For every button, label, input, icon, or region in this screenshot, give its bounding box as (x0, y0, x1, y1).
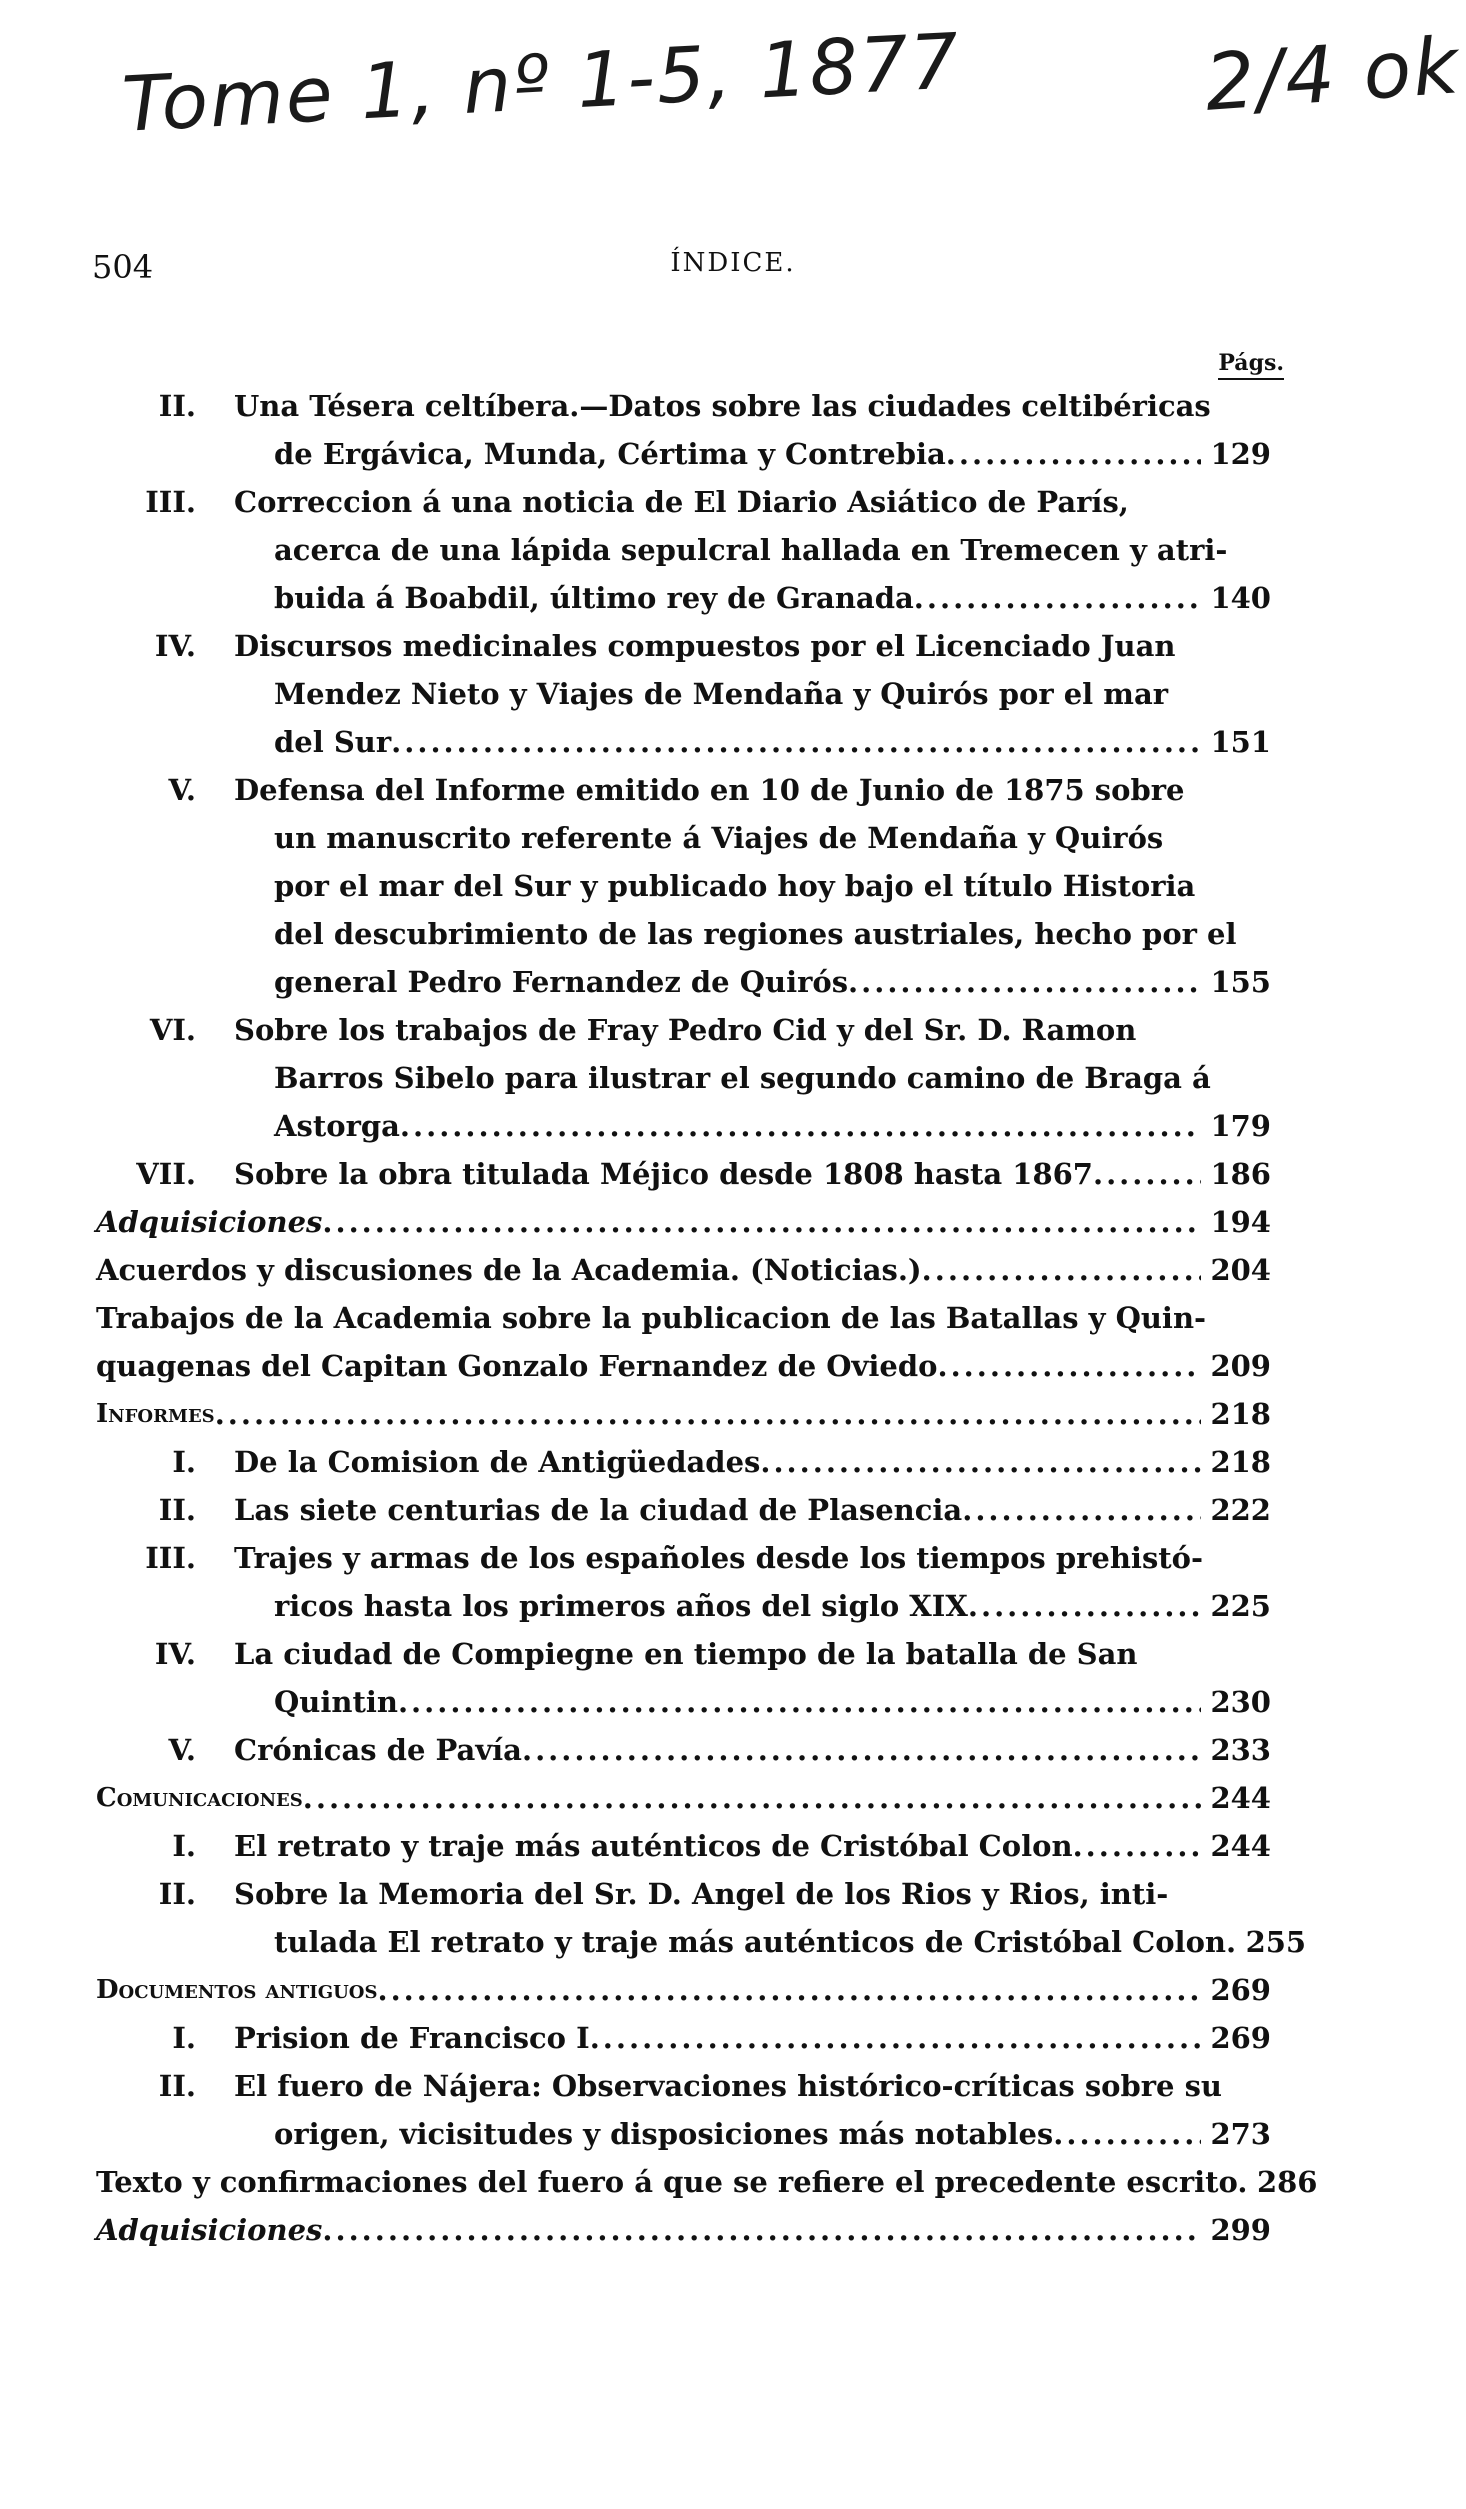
toc-line (96, 670, 1271, 718)
toc-line (96, 766, 1271, 814)
leader-dots (848, 958, 1201, 1006)
entry-number: V. (168, 773, 196, 807)
entry-text: Sobre la obra titulada Méjico desde 1808 hasta 1867 (234, 1157, 1093, 1191)
toc-line (96, 574, 1271, 622)
entry-text: La ciudad de Compiegne en tiempo de la batalla de San (234, 1637, 1138, 1671)
toc-line (96, 430, 1271, 478)
leader-dots (1073, 1822, 1201, 1870)
toc-line (96, 382, 1271, 430)
entry-text: quagenas del Capitan Gonzalo Fernandez de Oviedo (96, 1349, 938, 1383)
toc-line (96, 958, 1271, 1006)
entry-text: Quintin (274, 1685, 398, 1719)
entry-number: II. (158, 1493, 196, 1527)
entry-text: acerca de una lápida sepulcral hallada en Tremecen y atri- (274, 533, 1228, 567)
toc-line (96, 1054, 1271, 1102)
toc-line (96, 2014, 1271, 2062)
entry-number: V. (168, 1733, 196, 1767)
leader-dots (322, 1198, 1201, 1246)
leader-dots (398, 1678, 1201, 1726)
toc-line (96, 2062, 1271, 2110)
toc-line (96, 1006, 1271, 1054)
toc-line (96, 1438, 1271, 1486)
entry-text: origen, vicisitudes y disposiciones más notables (274, 2117, 1054, 2151)
leader-dots (946, 430, 1201, 478)
entry-page: 269 (1210, 1973, 1271, 2007)
entry-text: un manuscrito referente á Viajes de Mendaña y Quirós (274, 821, 1164, 855)
pages-column-label: Págs. (1218, 350, 1284, 380)
entry-page: 179 (1210, 1109, 1271, 1143)
toc-line (96, 1198, 1271, 1246)
toc-line (96, 1342, 1271, 1390)
entry-number: IV. (154, 629, 196, 663)
leader-dots (1053, 2110, 1201, 2158)
entry-text: tulada El retrato y traje más auténticos de Cristóbal Colon. (274, 1925, 1237, 1959)
entry-page: 218 (1210, 1445, 1271, 1479)
entry-number: I. (172, 1445, 196, 1479)
entry-text: ricos hasta los primeros años del siglo XIX (274, 1589, 968, 1623)
entry-number: I. (172, 1829, 196, 1863)
leader-dots (914, 574, 1201, 622)
entry-text: por el mar del Sur y publicado hoy bajo el título Historia (274, 869, 1196, 903)
leader-dots (922, 1246, 1201, 1294)
entry-number: II. (158, 1877, 196, 1911)
entry-text: Trajes y armas de los españoles desde los tiempos prehistó- (234, 1541, 1204, 1575)
toc-line (96, 2158, 1318, 2206)
toc-line (96, 1534, 1271, 1582)
entry-text: Una Tésera celtíbera.—Datos sobre las ciudades celtibéricas (234, 389, 1211, 423)
leader-dots (322, 2206, 1201, 2254)
entry-text: general Pedro Fernandez de Quirós (274, 965, 849, 999)
entry-page: 273 (1210, 2117, 1271, 2151)
entry-text: Trabajos de la Academia sobre la publicacion de las Batallas y Quin- (96, 1301, 1207, 1335)
entry-text: Comunicaciones (96, 1783, 303, 1813)
entry-page: 255 (1245, 1925, 1307, 1959)
page-title: ÍNDICE. (670, 248, 796, 278)
entry-number: II. (158, 389, 196, 423)
entry-text: Documentos antiguos (96, 1975, 378, 2005)
entry-page: 204 (1210, 1253, 1271, 1287)
toc-line (96, 622, 1271, 670)
toc-line (96, 862, 1271, 910)
entry-text: Discursos medicinales compuestos por el Licenciado Juan (234, 629, 1176, 663)
entry-text: Mendez Nieto y Viajes de Mendaña y Quirós por el mar (274, 677, 1169, 711)
entry-text: del descubrimiento de las regiones austriales, hecho por el (274, 917, 1237, 951)
entry-text: Acuerdos y discusiones de la Academia. (Noticias.) (96, 1253, 922, 1287)
leader-dots (968, 1582, 1201, 1630)
toc-line (96, 1678, 1271, 1726)
entry-text: El retrato y traje más auténticos de Cristóbal Colon (234, 1829, 1073, 1863)
entry-number: I. (172, 2021, 196, 2055)
entry-number: III. (145, 485, 196, 519)
entry-page: 155 (1210, 965, 1271, 999)
entry-page: 151 (1210, 725, 1271, 759)
entry-number: III. (145, 1541, 196, 1575)
entry-page: 244 (1210, 1781, 1271, 1815)
toc-line (96, 2206, 1271, 2254)
toc-line (96, 1774, 1271, 1822)
entry-text: Correccion á una noticia de El Diario Asiático de París, (234, 485, 1129, 519)
toc-line (96, 478, 1271, 526)
entry-text: De la Comision de Antigüedades (234, 1445, 761, 1479)
entry-text: Prision de Francisco I (234, 2021, 590, 2055)
toc-line (96, 1582, 1271, 1630)
entry-text: del Sur (274, 725, 392, 759)
entry-page: 299 (1210, 2213, 1271, 2247)
entry-page: 194 (1210, 1205, 1271, 1239)
entry-text: Astorga (274, 1109, 400, 1143)
entry-page: 218 (1210, 1397, 1271, 1431)
toc-line (96, 1294, 1271, 1342)
toc-line (96, 1966, 1271, 2014)
toc-line (96, 1870, 1271, 1918)
leader-dots (937, 1342, 1201, 1390)
leader-dots (760, 1438, 1201, 1486)
entry-number: II. (158, 2069, 196, 2103)
leader-dots (522, 1726, 1201, 1774)
entry-page: 269 (1210, 2021, 1271, 2055)
entry-page: 129 (1210, 437, 1271, 471)
entry-text: Defensa del Informe emitido en 10 de Junio de 1875 sobre (234, 773, 1185, 807)
entry-page: 222 (1210, 1493, 1271, 1527)
entry-text: El fuero de Nájera: Observaciones histórico-críticas sobre su (234, 2069, 1223, 2103)
entry-page: 225 (1210, 1589, 1271, 1623)
entry-text: Crónicas de Pavía (234, 1733, 522, 1767)
toc-line (96, 1918, 1307, 1966)
handwritten-volume-note: Tome 1, nº 1-5, 1877 (120, 16, 963, 149)
entry-text: Adquisiciones (96, 1205, 323, 1239)
toc-line (96, 1246, 1271, 1294)
toc-line (96, 718, 1271, 766)
toc-line (96, 526, 1271, 574)
entry-text: buida á Boabdil, último rey de Granada (274, 581, 914, 615)
toc-line (96, 1726, 1271, 1774)
page-number: 504 (92, 248, 154, 286)
leader-dots (1093, 1150, 1201, 1198)
toc-line (96, 1822, 1271, 1870)
leader-dots (962, 1486, 1201, 1534)
table-of-contents (96, 382, 1318, 2254)
entry-text: Adquisiciones (96, 2213, 323, 2247)
leader-dots (215, 1390, 1201, 1438)
entry-text: Informes (96, 1399, 215, 1429)
toc-line (96, 2110, 1271, 2158)
leader-dots (303, 1774, 1201, 1822)
toc-line (96, 1630, 1271, 1678)
entry-page: 140 (1210, 581, 1271, 615)
entry-text: de Ergávica, Munda, Cértima y Contrebia (274, 437, 946, 471)
entry-text: Barros Sibelo para ilustrar el segundo camino de Braga á (274, 1061, 1211, 1095)
entry-page: 186 (1210, 1157, 1271, 1191)
leader-dots (400, 1102, 1201, 1150)
toc-line (96, 1486, 1271, 1534)
leader-dots (590, 2014, 1201, 2062)
entry-page: 244 (1210, 1829, 1271, 1863)
handwritten-check-note: 2/4 ok (1202, 21, 1464, 129)
toc-line (96, 1390, 1271, 1438)
entry-number: VI. (149, 1013, 196, 1047)
entry-number: IV. (154, 1637, 196, 1671)
toc-line (96, 814, 1271, 862)
leader-dots (377, 1966, 1201, 2014)
entry-text: Sobre la Memoria del Sr. D. Angel de los Rios y Rios, inti- (234, 1877, 1169, 1911)
entry-page: 230 (1210, 1685, 1271, 1719)
entry-text: Texto y confirmaciones del fuero á que se refiere el precedente escrito. (96, 2165, 1248, 2199)
toc-line (96, 910, 1271, 958)
leader-dots (391, 718, 1201, 766)
entry-page: 233 (1210, 1733, 1271, 1767)
toc-line (96, 1102, 1271, 1150)
entry-text: Las siete centurias de la ciudad de Plasencia (234, 1493, 963, 1527)
entry-number: VII. (136, 1157, 196, 1191)
entry-page: 209 (1210, 1349, 1271, 1383)
entry-text: Sobre los trabajos de Fray Pedro Cid y del Sr. D. Ramon (234, 1013, 1137, 1047)
entry-page: 286 (1256, 2165, 1318, 2199)
toc-line (96, 1150, 1271, 1198)
